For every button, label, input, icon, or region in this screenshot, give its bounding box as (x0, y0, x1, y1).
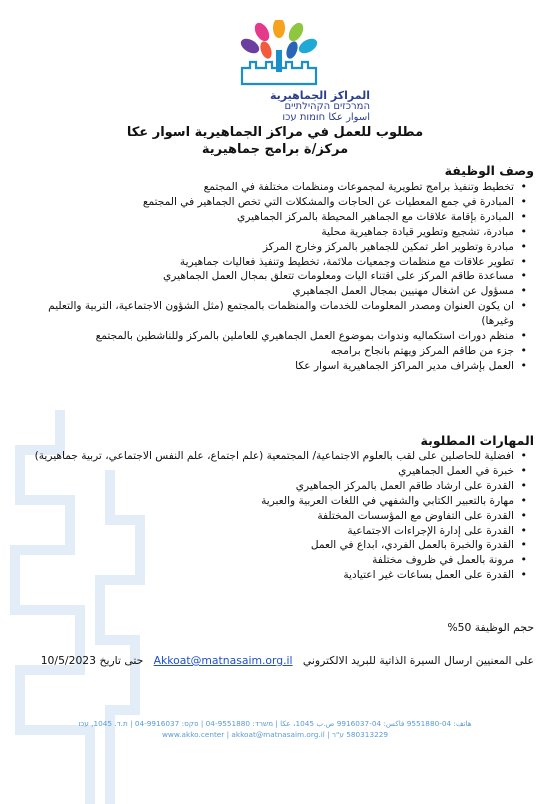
org-name-hebrew: המרכזים הקהילתיים (284, 101, 370, 112)
list-item: • القدرة والخبرة بالعمل الفردي، ابداع في العمل (19, 538, 534, 553)
job-description-heading: وصف الوظيفة (444, 163, 534, 178)
footer (0, 718, 550, 740)
list-item: • القدرة على العمل بساعات غير اعتيادية (19, 568, 534, 583)
list-item: • مرونة بالعمل في ظروف مختلفة (19, 553, 534, 568)
footer-contact: هاتف: 04-9551880 فاكس: 04-9916037 ص.ب 1045، عكا | משרד: 04-9551880 | פקס: 04-9916037 | ת.ד. 1045, עכו (78, 719, 472, 728)
org-name-arabic: المراكز الجماهيرية (269, 89, 370, 102)
list-item: • مسؤول عن اشغال مهنيين بمجال العمل الجماهيري (19, 284, 534, 299)
list-item: • تطوير علاقات مع منظمات وجمعيات ملائمة، تخطيط وتنفيذ فعاليات جماهيرية (19, 255, 534, 270)
list-item: • المبادرة بإقامة علاقات مع الجماهير المحيطة بالمركز الجماهيري (19, 210, 534, 225)
list-item: • المبادرة في جمع المعطيات عن الحاجات والمشكلات التي تخص الجماهير في المجتمع (19, 195, 534, 210)
skills-heading: المهارات المطلوبة (420, 433, 534, 448)
title-line-2: مركز/ة برامج جماهيرية (201, 142, 349, 157)
list-item: • افضلية للحاصلين على لقب بالعلوم الاجتماعية/ المجتمعية (علم اجتماع، علم النفس الاجتماعي، تربية جماهيرية) (19, 449, 534, 464)
org-name (220, 90, 370, 123)
list-item: • خبرة في العمل الجماهيري (19, 464, 534, 479)
list-item: • مبادرة، تشجيع وتطوير قيادة جماهيرية محلية (19, 225, 534, 240)
list-item: • القدرة على ارشاد طاقم العمل بالمركز الجماهيري (19, 479, 534, 494)
list-item: • العمل بإشراف مدير المراكز الجماهيرية اسوار عكا (19, 359, 534, 374)
list-item: • ان يكون العنوان ومصدر المعلومات للخدمات والمنظمات بالمجتمع (مثل الشؤون الاجتماعية، التربية والتعليم وغيرها) (19, 299, 534, 329)
list-item: • مهارة بالتعبير الكتابي والشفهي في اللغات العربية والعبرية (19, 494, 534, 509)
list-item: • القدرة على إدارة الإجراءات الاجتماعية (19, 524, 534, 539)
logo (238, 20, 320, 92)
list-item: • منظم دورات استكماليه وندوات بموضوع العمل الجماهيري للعاملين بالمركز وللناشطين بالمجتمع (19, 329, 534, 344)
title-line-1: مطلوب للعمل في مراكز الجماهيرية اسوار عكا (126, 125, 424, 140)
list-item: • جزء من طاقم المركز ويهتم بانجاح برامجه (19, 344, 534, 359)
apply-text: على المعنيين ارسال السيرة الذاتية للبريد الالكتروني (302, 654, 534, 667)
list-item: • القدرة على التفاوض مع المؤسسات المختلفة (19, 509, 534, 524)
list-item: • مساعدة طاقم المركز على اقتناء اليات ومعلومات تتعلق بمجال العمل الجماهيري (19, 269, 534, 284)
list-item: • مبادرة وتطوير اطر تمكين للجماهير بالمركز وخارج المركز (19, 240, 534, 255)
job-description-list (19, 180, 534, 374)
apply-deadline: حتى تاريخ 10/5/2023 (40, 654, 144, 667)
email-link[interactable]: Akkoat@matnasaim.org.il (153, 654, 293, 667)
list-item: • تخطيط وتنفيذ برامج تطويرية لمجموعات ومنظمات مختلفة في المجتمع (19, 180, 534, 195)
apply-instructions (41, 654, 534, 667)
job-size: حجم الوظيفة 50% (447, 621, 534, 634)
page-title (0, 124, 550, 158)
footer-web: 580313229 ע"ר | www.akko.center | akkoat@matnasaim.org.il (161, 730, 389, 739)
org-subtitle: اسوار عكا חומות עכו (282, 112, 370, 123)
skills-list (19, 449, 534, 583)
